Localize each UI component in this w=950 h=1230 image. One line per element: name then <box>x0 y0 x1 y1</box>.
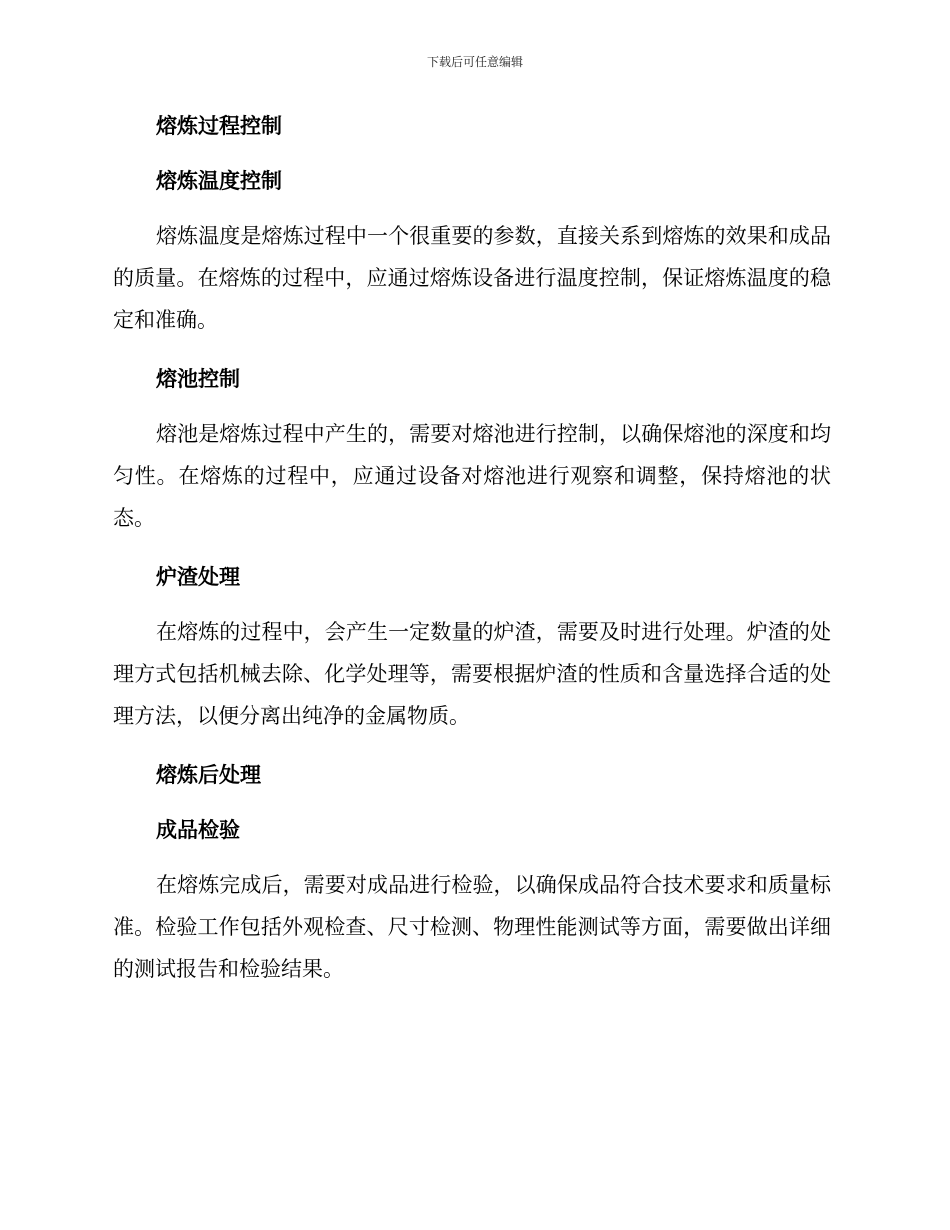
page-header: 下载后可任意编辑 <box>426 55 523 69</box>
paragraph-temperature-control: 熔炼温度是熔炼过程中一个很重要的参数，直接关系到熔炼的效果和成品的质量。在熔炼的过程中，应通过熔炼设备进行温度控制，保证熔炼温度的稳定和准确。 <box>113 224 831 332</box>
paragraph-slag-treatment: 在熔炼的过程中，会产生一定数量的炉渣，需要及时进行处理。炉渣的处理方式包括机械去除、化学处理等，需要根据炉渣的性质和含量选择合适的处理方法，以便分离出纯净的金属物质。 <box>113 620 831 728</box>
paragraph-product-inspection: 在熔炼完成后，需要对成品进行检验，以确保成品符合技术要求和质量标准。检验工作包括外观检查、尺寸检测、物理性能测试等方面，需要做出详细的测试报告和检验结果。 <box>113 873 831 981</box>
subsection-heading-molten-pool-control: 熔池控制 <box>156 367 240 391</box>
document-body <box>113 108 831 990</box>
section-heading-post-smelting: 熔炼后处理 <box>156 763 261 787</box>
section-heading-smelting-process-control: 熔炼过程控制 <box>156 114 282 138</box>
subsection-heading-slag-treatment: 炉渣处理 <box>156 565 240 589</box>
subsection-heading-temperature-control: 熔炼温度控制 <box>156 169 282 193</box>
paragraph-molten-pool-control: 熔池是熔炼过程中产生的，需要对熔池进行控制，以确保熔池的深度和均匀性。在熔炼的过程中，应通过设备对熔池进行观察和调整，保持熔池的状态。 <box>113 422 831 530</box>
subsection-heading-product-inspection: 成品检验 <box>156 818 240 842</box>
